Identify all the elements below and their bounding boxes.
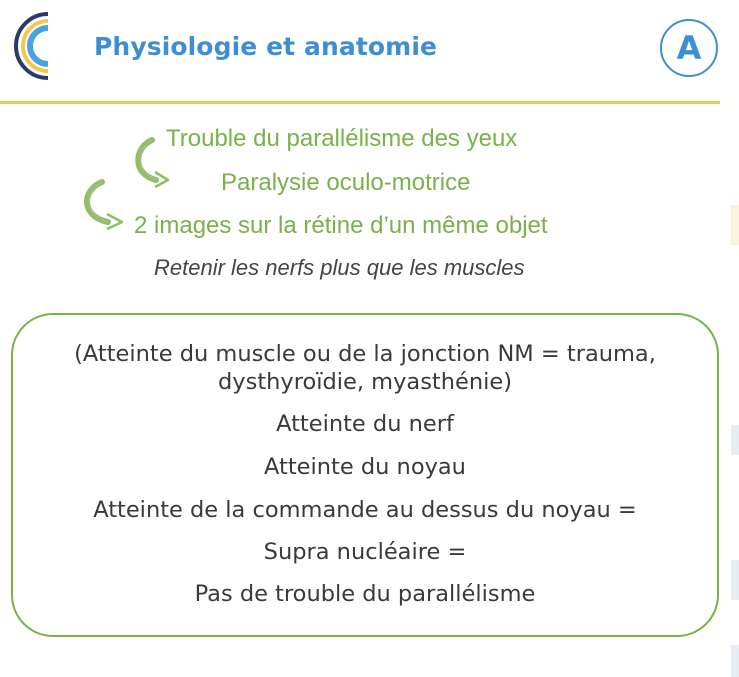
flow-line-1: Trouble du parallélisme des yeux [166,125,518,152]
curved-arrow-icon [72,176,132,234]
box-item: Pas de trouble du parallélisme [194,581,536,607]
italic-note: Retenir les nerfs plus que les muscles [154,255,525,280]
box-item: Supra nucléaire = [263,539,467,565]
edge-artifact [731,560,739,600]
header-divider [0,101,720,104]
flow-line-3: 2 images sur la rétine d’un même objet [134,212,548,239]
flow-line-2: Paralysie oculo-motrice [221,169,471,196]
edge-artifact [731,645,739,677]
edge-artifact [731,205,739,245]
box-item: Atteinte du nerf [276,411,454,437]
edge-artifact [731,425,739,455]
box-item: Atteinte de la commande au dessus du noyau = [93,497,637,523]
level-badge: A [660,19,718,77]
box-item: Atteinte du noyau [264,454,466,480]
logo-icon [8,8,78,84]
box-item: (Atteinte du muscle ou de la jonction NM = trauma, dysthyroïdie, myasthénie) [74,341,656,395]
page-title: Physiologie et anatomie [94,32,438,61]
